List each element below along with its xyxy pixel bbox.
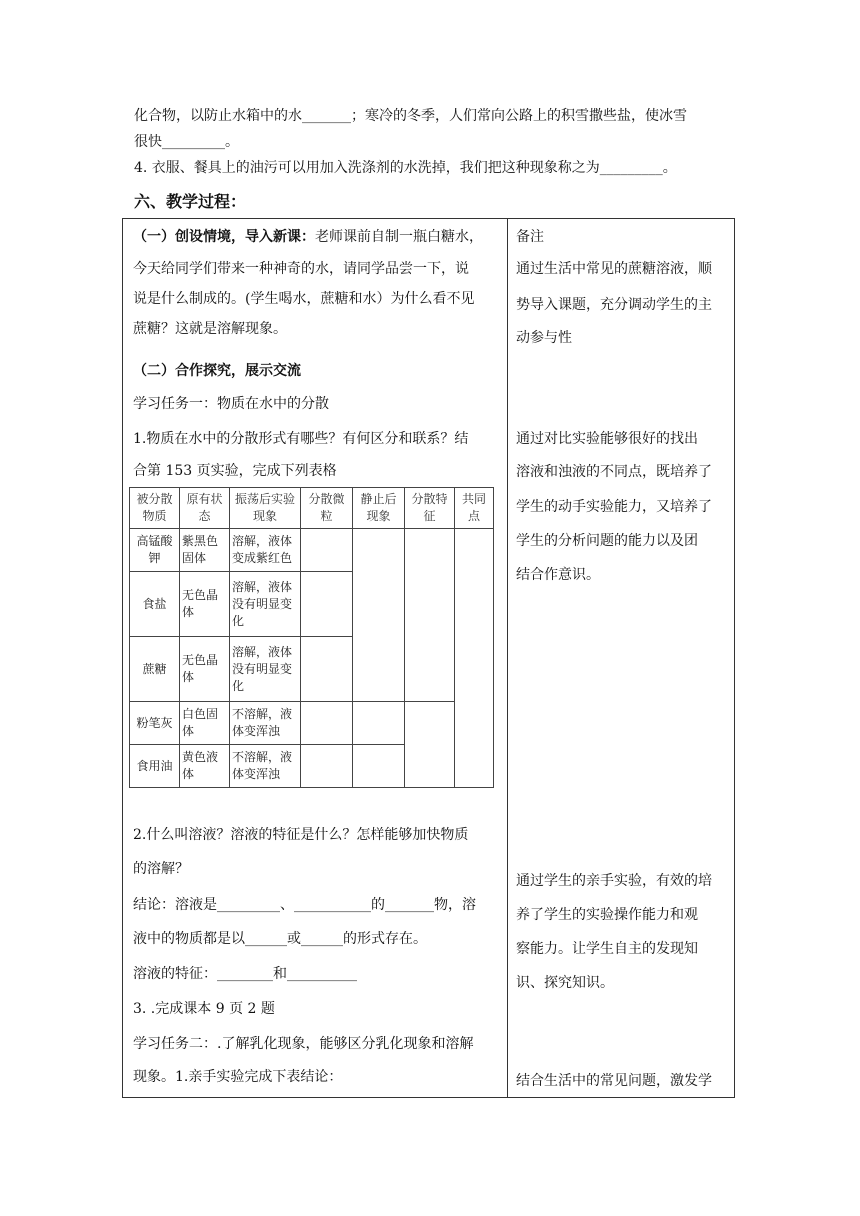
note-text: 学生的动手实验能力，又培养了 xyxy=(516,499,712,515)
feature-cell xyxy=(405,529,455,702)
header-cell: 振荡后实验 现象 xyxy=(230,488,301,529)
state-cell: 无色晶体 xyxy=(180,572,230,637)
paragraph-intro xyxy=(133,227,483,247)
text-line: 结论：溶液是_________、___________的_______物，溶 xyxy=(133,897,476,913)
substance-cell: 蔗糖 xyxy=(130,637,180,702)
particle-cell xyxy=(301,529,353,572)
text-line: 溶液的特征：________和__________ xyxy=(133,966,357,982)
column-divider xyxy=(507,219,508,1097)
substance-cell: 食用油 xyxy=(130,745,180,788)
text-line: 今天给同学们带来一种神奇的水，请同学品尝一下，说 xyxy=(133,261,469,277)
text-line: 3. .完成课本 9 页 2 题 xyxy=(133,1001,275,1017)
header-cell: 分散特 征 xyxy=(405,488,455,529)
text-line: 合第 153 页实验，完成下列表格 xyxy=(133,463,337,479)
text-line: 液中的物质都是以______或______的形式存在。 xyxy=(133,931,427,947)
text-line: 4. 衣服、餐具上的油污可以用加入洗涤剂的水洗掉，我们把这种现象称之为_________。 xyxy=(134,160,677,176)
phenomenon-cell: 溶解，液体变成紫红色 xyxy=(230,529,301,572)
text-line: 2.什么叫溶液？溶液的特征是什么？怎样能够加快物质 xyxy=(133,827,469,843)
note-text: 动参与性 xyxy=(516,330,572,346)
note-text: 识、探究知识。 xyxy=(516,975,614,991)
note-text: 通过对比实验能够很好的找出 xyxy=(516,431,698,447)
state-cell: 黄色液体 xyxy=(180,745,230,788)
text-line: 说是什么制成的。(学生喝水，蔗糖和水）为什么看不见 xyxy=(133,291,475,307)
phenomenon-cell: 不溶解，液体变浑浊 xyxy=(230,745,301,788)
particle-cell xyxy=(301,572,353,637)
settled-cell xyxy=(353,702,405,745)
note-text: 察能力。让学生自主的发现知 xyxy=(516,941,698,957)
note-text: 结合生活中的常见问题，激发学 xyxy=(516,1073,712,1089)
table-header-row xyxy=(130,488,494,529)
note-text: 势导入课题，充分调动学生的主 xyxy=(516,297,712,313)
common-cell xyxy=(455,529,494,788)
particle-cell xyxy=(301,702,353,745)
note-text: 通过学生的亲手实验，有效的培 xyxy=(516,873,712,889)
particle-cell xyxy=(301,745,353,788)
header-cell: 共同 点 xyxy=(455,488,494,529)
table-row xyxy=(130,529,494,572)
header-cell: 分散微 粒 xyxy=(301,488,353,529)
phenomenon-cell: 溶解，液体没有明显变化 xyxy=(230,572,301,637)
note-text: 溶液和浊液的不同点，既培养了 xyxy=(516,464,712,480)
header-cell: 被分散 物质 xyxy=(130,488,180,529)
note-text: 结合作意识。 xyxy=(516,567,600,583)
text-line: 很快_________。 xyxy=(134,134,239,150)
substance-cell: 食盐 xyxy=(130,572,180,637)
text-line: 蔗糖？这就是溶解现象。 xyxy=(133,321,287,337)
feature-cell xyxy=(405,702,455,788)
note-text: 学生的分析问题的能力以及团 xyxy=(516,533,698,549)
settled-cell xyxy=(353,529,405,702)
substance-cell: 粉笔灰 xyxy=(130,702,180,745)
intro-heading: （一）创设情境，导入新课： xyxy=(133,229,315,245)
table-row xyxy=(130,702,494,745)
note-text: 养了学生的实验操作能力和观 xyxy=(516,907,698,923)
phenomenon-cell: 溶解，液体没有明显变化 xyxy=(230,637,301,702)
task-title: 学习任务一：物质在水中的分散 xyxy=(133,396,329,412)
section-heading: 六、教学过程： xyxy=(134,192,247,211)
state-cell: 紫黑色固体 xyxy=(180,529,230,572)
state-cell: 白色固体 xyxy=(180,702,230,745)
header-cell: 静止后 现象 xyxy=(353,488,405,529)
phenomenon-cell: 不溶解，液体变浑浊 xyxy=(230,702,301,745)
note-text: 通过生活中常见的蔗糖溶液，顺 xyxy=(516,261,712,277)
text-line: 的溶解？ xyxy=(133,861,189,877)
state-cell: 无色晶体 xyxy=(180,637,230,702)
header-cell: 原有状 态 xyxy=(180,488,230,529)
text-line: 现象。1.亲手实验完成下表结论： xyxy=(133,1069,343,1085)
text-line: 1.物质在水中的分散形式有哪些？有何区分和联系？结 xyxy=(133,431,469,447)
teaching-process-table xyxy=(122,218,735,1098)
settled-cell xyxy=(353,745,405,788)
text-line: 化合物，以防止水箱中的水_______；寒冷的冬季，人们常向公路上的积雪撒些盐，使冰雪 xyxy=(134,108,687,124)
note-label: 备注 xyxy=(516,229,544,245)
intro-text: 老师课前自制一瓶白糖水， xyxy=(315,229,483,245)
particle-cell xyxy=(301,637,353,702)
subsection-heading: （二）合作探究，展示交流 xyxy=(133,363,301,379)
experiment-table xyxy=(129,487,494,788)
substance-cell: 高锰酸钾 xyxy=(130,529,180,572)
text-line: 学习任务二：.了解乳化现象，能够区分乳化现象和溶解 xyxy=(133,1036,474,1052)
